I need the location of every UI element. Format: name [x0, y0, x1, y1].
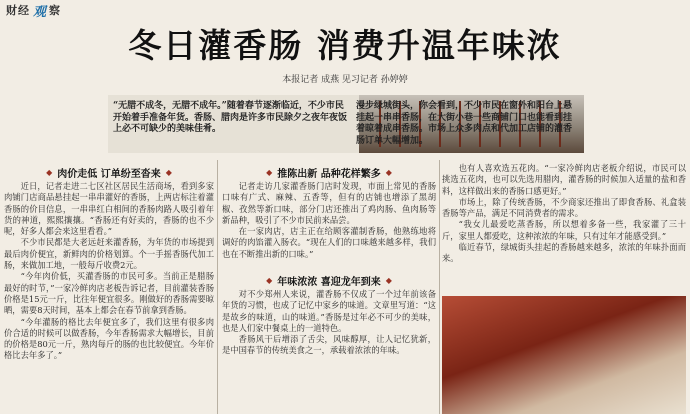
- paragraph: 市场上，除了传统香肠，不少商家还推出了即食香肠、礼盒装香肠等产品，满足不同消费者的需求。: [442, 196, 686, 219]
- paragraph: 也有人喜欢选五花肉。“一家冷鲜肉店老板介绍说，市民可以挑选五花肉，也可以先选用腊肉，灌香肠的时候加入适量的盐和香料，这样做出来的香肠口感更好。”: [442, 163, 686, 196]
- paragraph: 近日，记者走进二七区社区居民生活商场，看到多家肉铺门店商品悬挂起一串串灌好的香肠，上两店标注着灌香肠的价目信息，一串串红白相间的香肠肉路人吸引着年货的神道，熙熙攘攘。“香肠还有好卖的，香肠的也不少呢，好多人都会来这里看看。”: [4, 181, 214, 237]
- paragraph: 在一家肉店，店主正在给顾客灌制香肠，他熟练地将调好的肉馅灌入肠衣。“现在人们的口味越来越多样，我们也在不断推出新的口味。”: [222, 226, 436, 259]
- subhead-variety-text: 推陈出新 品种花样繁多: [277, 168, 381, 180]
- subhead-variety: ◆ 推陈出新 品种花样繁多 ◆: [222, 163, 436, 181]
- paragraph: “我女儿最爱吃蒸香肠，所以想着多备一些，我家灌了三十斤，家里人都爱吃，这种浓浓的年味，只有过年才能感受到。”: [442, 219, 686, 241]
- shop-photo: [442, 296, 686, 414]
- byline: 本报记者 成燕 见习记者 孙婷婷: [282, 75, 408, 85]
- paragraph: 香肠风干后增添了舌尖，风味醇厚，让人记忆犹新，是中国春节的传统美食之一，承载着浓浓的年味。: [222, 334, 436, 356]
- section-tag-right: 察: [49, 4, 62, 17]
- section-tag: [6, 2, 61, 18]
- subhead-price-text: 肉价走低 订单纷至沓来: [57, 168, 161, 180]
- subhead-newyear-text: 年味浓浓 喜迎龙年到来: [277, 276, 381, 288]
- paragraph: 对不少郑州人来说，灌香肠不仅成了一个过年前该备年货的习惯，也成了记忆中家乡的味道。文章里写道：“这是故乡的味道，山的味道。”香肠是过年必不可少的美味，也是人们家中餐桌上的一道特色。: [222, 289, 436, 333]
- paragraph: 临近春节，绿城街头挂起的香肠越来越多，浓浓的年味扑面而来。: [442, 242, 686, 264]
- subhead-newyear: ◆ 年味浓浓 喜迎龙年到来 ◆: [222, 271, 436, 289]
- intro-text-left: “无腊不成冬，无腊不成年。”随着春节逐渐临近，不少市民开始着手准备年货。香肠、腊肉是许多市民除夕之夜年夜饭上必不可缺少的美味佳肴。: [113, 101, 348, 134]
- paragraph: 不少市民都是大老远赶来灌香肠，为年货的市场提到最后肉价便宜，新鲜肉的价格划算。个一手摇香肠代加工肠，来做加工地，一般每斤收费2元。: [4, 237, 214, 271]
- headline: 冬日灌香肠 消费升温年味浓: [128, 26, 562, 65]
- section-tag-left: 财经: [6, 4, 30, 17]
- column-2: [222, 163, 436, 414]
- section-tag-accent: 观: [33, 4, 47, 20]
- paragraph: 记者走访几家灌香肠门店时发现，市面上常见的香肠口味有广式、麻辣、五香等，但有的店铺也增添了黑胡椒、孜然等新口味，部分门店还推出了鸡肉肠、鱼肉肠等新品种，吸引了不少市民前来品尝。: [222, 181, 436, 225]
- intro-text-right: 漫步绿城街头，你会看到，不少市民在窗外和阳台上悬挂起一串串香肠，在大街小巷一些商铺门口也能看到挂着晾着成串香肠。市场上众多肉点和代加工店铺的灌香肠订单大幅增加。: [356, 101, 573, 146]
- column-1: [4, 163, 214, 414]
- subhead-price: ◆ 肉价走低 订单纷至沓来 ◆: [4, 163, 214, 181]
- paragraph: “今年灌肠的格比去年便宜多了，我们这里有很多肉价合适的时候可以做香肠，今年香肠需求大幅增长，目前的价格是80元一斤，熟肉每斤的肠的也比较便宜。今年价格比去年多了。”: [4, 316, 214, 361]
- intro-banner: [108, 95, 584, 153]
- paragraph: “今年肉价低，买灌香肠的市民可多。当前正是腊肠最好的时节，”一家冷鲜肉店老板告诉记者，目前灌装香肠价格是15元一斤，比往年便宜很多。刚做好的香肠需要晾晒，需要8天时间，基本上都会在春节前拿到香肠。: [4, 271, 214, 316]
